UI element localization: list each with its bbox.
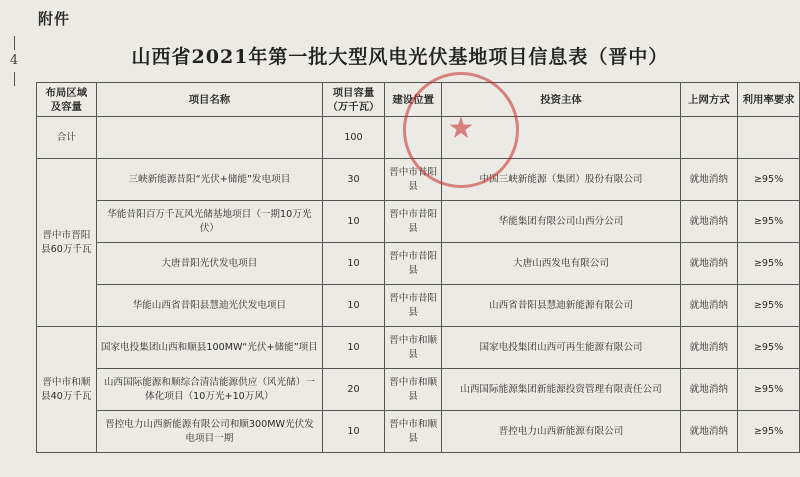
table-row <box>37 327 800 369</box>
project-utilization: ≥95% <box>738 369 800 411</box>
page-number-dash-bottom <box>14 72 15 86</box>
project-utilization: ≥95% <box>738 411 800 453</box>
table-row <box>37 369 800 411</box>
project-location: 晋中市和顺县 <box>384 369 442 411</box>
project-investor: 晋控电力山西新能源有限公司 <box>442 411 680 453</box>
project-grid-mode: 就地消纳 <box>680 411 738 453</box>
col-header-grid-mode: 上网方式 <box>680 83 738 117</box>
header-row <box>37 83 800 117</box>
total-empty-location <box>384 117 442 159</box>
project-capacity: 20 <box>323 369 385 411</box>
project-investor: 大唐山西发电有限公司 <box>442 243 680 285</box>
total-empty-investor <box>442 117 680 159</box>
table-row <box>37 159 800 201</box>
table-row <box>37 243 800 285</box>
project-investor: 山西省昔阳县慧迪新能源有限公司 <box>442 285 680 327</box>
total-capacity: 100 <box>323 117 385 159</box>
project-name: 国家电投集团山西和顺县100MW“光伏+储能”项目 <box>96 327 322 369</box>
project-location: 晋中市昔阳县 <box>384 201 442 243</box>
project-grid-mode: 就地消纳 <box>680 201 738 243</box>
project-utilization: ≥95% <box>738 285 800 327</box>
col-header-investor: 投资主体 <box>442 83 680 117</box>
col-header-utilization: 利用率要求 <box>738 83 800 117</box>
project-investor: 华能集团有限公司山西分公司 <box>442 201 680 243</box>
col-header-capacity: 项目容量（万千瓦） <box>323 83 385 117</box>
project-grid-mode: 就地消纳 <box>680 327 738 369</box>
table-row <box>37 285 800 327</box>
project-grid-mode: 就地消纳 <box>680 159 738 201</box>
region-cell: 晋中市晋阳县60万千瓦 <box>37 159 97 327</box>
project-capacity: 30 <box>323 159 385 201</box>
attachment-label: 附件 <box>38 10 71 28</box>
project-utilization: ≥95% <box>738 327 800 369</box>
col-header-project-name: 项目名称 <box>96 83 322 117</box>
table-row <box>37 411 800 453</box>
project-name: 三峡新能源昔阳“光伏+储能”发电项目 <box>96 159 322 201</box>
project-location: 晋中市和顺县 <box>384 411 442 453</box>
project-investor: 中国三峡新能源（集团）股份有限公司 <box>442 159 680 201</box>
page-number: 4 <box>9 53 19 68</box>
document-title: 山西省2021年第一批大型风电光伏基地项目信息表（晋中） <box>131 46 669 68</box>
total-empty-util <box>738 117 800 159</box>
project-name: 晋控电力山西新能源有限公司和顺300MW光伏发电项目一期 <box>96 411 322 453</box>
project-location: 晋中市和顺县 <box>384 327 442 369</box>
project-info-table <box>36 82 800 453</box>
project-grid-mode: 就地消纳 <box>680 369 738 411</box>
project-name: 山西国际能源和顺综合清洁能源供应（风光储）一体化项目（10万光+10万风） <box>96 369 322 411</box>
total-label: 合计 <box>37 117 97 159</box>
project-name: 华能山西省昔阳县慧迪光伏发电项目 <box>96 285 322 327</box>
project-capacity: 10 <box>323 285 385 327</box>
project-utilization: ≥95% <box>738 243 800 285</box>
project-grid-mode: 就地消纳 <box>680 285 738 327</box>
project-capacity: 10 <box>323 201 385 243</box>
region-cell: 晋中市和顺县40万千瓦 <box>37 327 97 453</box>
project-utilization: ≥95% <box>738 201 800 243</box>
seal-star-icon: ★ <box>447 111 475 146</box>
total-empty-grid <box>680 117 738 159</box>
table-row <box>37 201 800 243</box>
total-empty-name <box>96 117 322 159</box>
project-location: 晋中市昔阳县 <box>384 243 442 285</box>
project-location: 晋中市昔阳县 <box>384 285 442 327</box>
project-location: 晋中市昔阳县 <box>384 159 442 201</box>
project-investor: 国家电投集团山西可再生能源有限公司 <box>442 327 680 369</box>
project-grid-mode: 就地消纳 <box>680 243 738 285</box>
project-capacity: 10 <box>323 243 385 285</box>
project-utilization: ≥95% <box>738 159 800 201</box>
col-header-location: 建设位置 <box>384 83 442 117</box>
project-investor: 山西国际能源集团新能源投资管理有限责任公司 <box>442 369 680 411</box>
project-name: 大唐昔阳光伏发电项目 <box>96 243 322 285</box>
project-capacity: 10 <box>323 411 385 453</box>
total-row <box>37 117 800 159</box>
project-capacity: 10 <box>323 327 385 369</box>
project-name: 华能昔阳百万千瓦风光储基地项目（一期10万光伏） <box>96 201 322 243</box>
col-header-region: 布局区域及容量 <box>37 83 97 117</box>
